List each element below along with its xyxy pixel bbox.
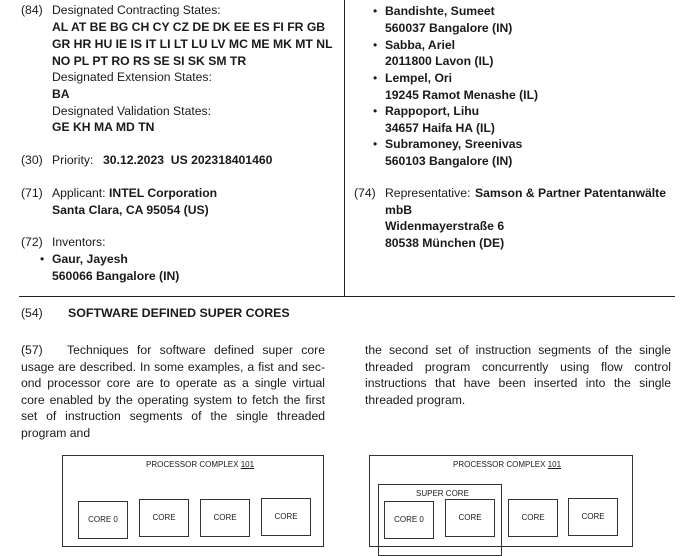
processor-complex-title <box>453 460 561 469</box>
core-box: CORE <box>261 498 311 536</box>
contracting-states-line-3: NO PL PT RO RS SE SI SK SM TR <box>52 54 247 68</box>
bullet-icon: • <box>373 38 378 52</box>
bullet-icon: • <box>40 252 45 266</box>
inventor-address: 560037 Bangalore (IN) <box>385 21 513 35</box>
processor-complex-title <box>146 460 254 469</box>
inventor-name: Rappoport, Lihu <box>385 104 480 118</box>
validation-states-value: GE KH MA MD TN <box>52 120 155 134</box>
priority-label: Priority: <box>52 153 94 167</box>
applicant-name: INTEL Corporation <box>109 186 218 200</box>
section-divider <box>19 296 675 297</box>
contracting-states-line-2: GR HR HU IE IS IT LI LT LU LV MC ME MK MT NL <box>52 37 333 51</box>
inventors-label: Inventors: <box>52 235 106 249</box>
representative-label: Representative: <box>385 186 471 200</box>
contracting-states-line-1: AL AT BE BG CH CY CZ DE DK EE ES FI FR GB <box>52 20 326 34</box>
extension-states-label: Designated Extension States: <box>52 70 212 84</box>
representative-street: Widenmayerstraße 6 <box>385 219 505 233</box>
core-box: CORE <box>508 499 558 537</box>
super-core-label: SUPER CORE <box>416 489 469 498</box>
patent-title: SOFTWARE DEFINED SUPER CORES <box>68 306 290 320</box>
processor-complex-ref: 101 <box>547 460 562 469</box>
core-box: CORE <box>445 499 495 537</box>
processor-complex-ref: 101 <box>240 460 255 469</box>
representative-city: 80538 München (DE) <box>385 236 505 250</box>
inventor-address: 34657 Haifa HA (IL) <box>385 121 495 135</box>
designated-code: (84) <box>21 3 43 17</box>
core-box: CORE <box>568 498 618 536</box>
representative-name: Samson & Partner Patentanwälte <box>475 186 666 200</box>
applicant-address: Santa Clara, CA 95054 (US) <box>52 203 209 217</box>
core-box: CORE 0 <box>384 501 434 539</box>
bullet-icon: • <box>373 71 378 85</box>
core-box: CORE 0 <box>78 501 128 539</box>
abstract-text-left: Techniques for software defined super core usage are described. In some examples, a fist and second processor core are to operate as a single virtual core enabled by the operating system to fetch the first set of instruction segments of the single threaded program and <box>21 343 325 440</box>
abstract-code: (57) <box>21 343 43 357</box>
validation-states-label: Designated Validation States: <box>52 104 211 118</box>
core-box: CORE <box>200 499 250 537</box>
representative-name-cont: mbB <box>385 203 413 217</box>
abstract-text-right: the second set of instruction segments of the single threaded program concurrently using flow control instructions that have been inserted into the single threaded program. <box>365 343 671 407</box>
bullet-icon: • <box>373 4 378 18</box>
column-divider <box>344 0 345 296</box>
contracting-states-label: Designated Contracting States: <box>52 3 221 17</box>
bullet-icon: • <box>373 104 378 118</box>
processor-complex-left <box>62 455 324 547</box>
inventor-name: Bandishte, Sumeet <box>385 4 495 18</box>
priority-code: (30) <box>21 153 43 167</box>
inventor-name: Lempel, Ori <box>385 71 453 85</box>
inventor-address: 560066 Bangalore (IN) <box>52 269 180 283</box>
extension-states-value: BA <box>52 87 70 101</box>
bullet-icon: • <box>373 137 378 151</box>
inventor-name: Gaur, Jayesh <box>52 252 128 266</box>
applicant-code: (71) <box>21 186 43 200</box>
applicant-label: Applicant: <box>52 186 106 200</box>
inventor-name: Subramoney, Sreenivas <box>385 137 523 151</box>
inventor-address: 2011800 Lavon (IL) <box>385 54 494 68</box>
inventor-address: 19245 Ramot Menashe (IL) <box>385 88 539 102</box>
core-box: CORE <box>139 499 189 537</box>
title-code: (54) <box>21 306 43 320</box>
representative-code: (74) <box>354 186 376 200</box>
priority-value: 30.12.2023 US 202318401460 <box>103 153 273 167</box>
inventor-name: Sabba, Ariel <box>385 38 455 52</box>
inventors-code: (72) <box>21 235 43 249</box>
processor-complex-label: PROCESSOR COMPLEX <box>453 460 546 469</box>
inventor-address: 560103 Bangalore (IN) <box>385 154 513 168</box>
processor-complex-label: PROCESSOR COMPLEX <box>146 460 239 469</box>
processor-complex-right <box>369 455 633 547</box>
